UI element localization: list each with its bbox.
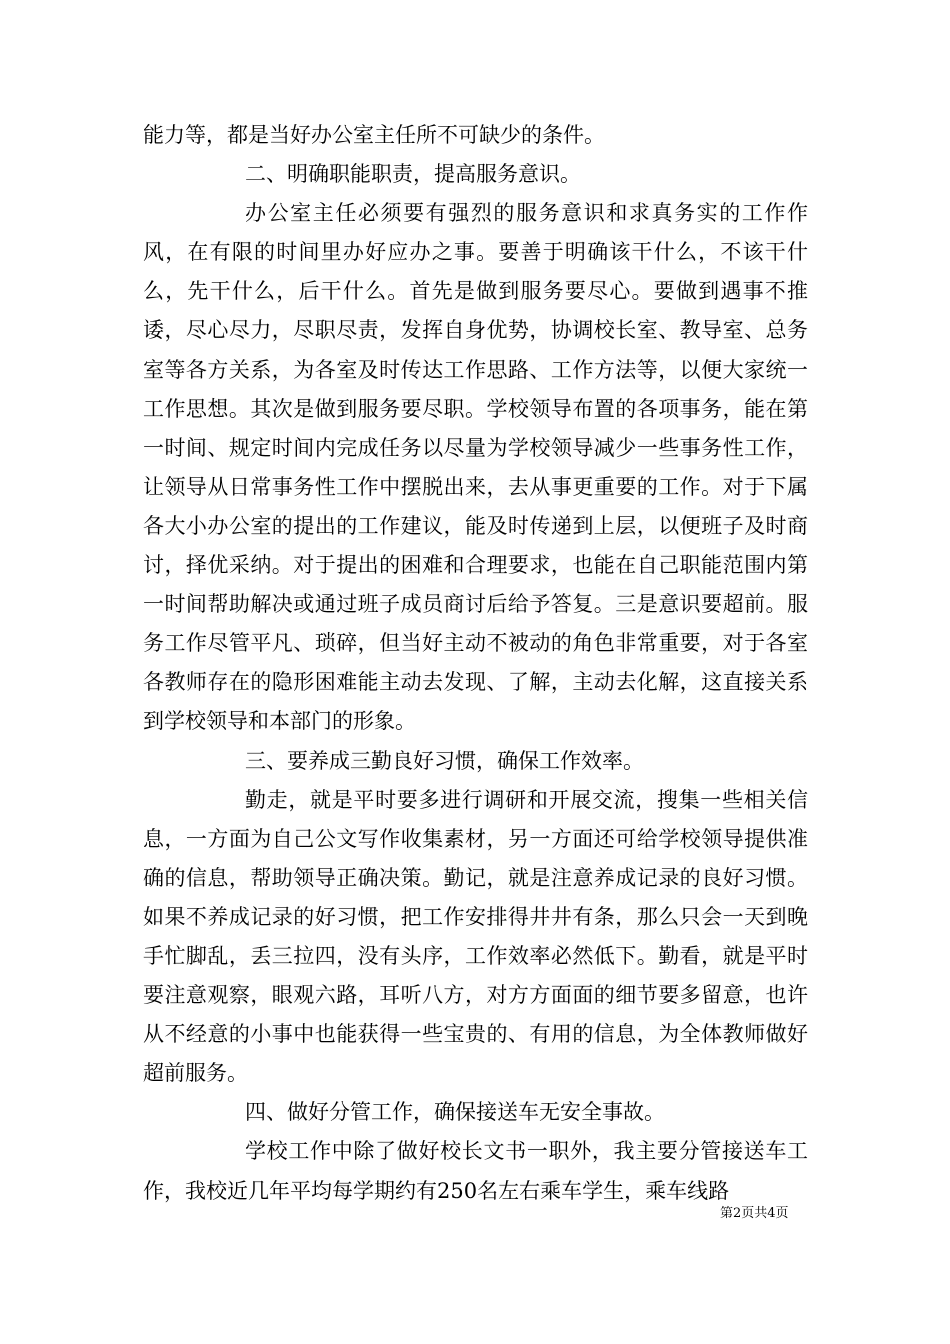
section-heading-3: 三、要养成三勤良好习惯，确保工作效率。 xyxy=(245,748,644,773)
paragraph-shuttle-bus: 学校工作中除了做好校长文书一职外，我主要分管接送车工作，我校近几年平均每学期约有250名左右乘车学生，乘车线路 xyxy=(143,1139,808,1203)
paragraph-three-habits: 勤走，就是平时要多进行调研和开展交流，搜集一些相关信息，一方面为自己公文写作收集素材，另一方面还可给学校领导提供准确的信息，帮助领导正确决策。勤记，就是注意养成记录的良好习惯。如果不养成记录的好习惯，把工作安排得井井有条，那么只会一天到晚手忙脚乱，丢三拉四，没有头序，工作效率必然低下。勤看，就是平时要注意观察，眼观六路，耳听八方，对方方面面的细节要多留意，也许从不经意的小事中也能获得一些宝贵的、有用的信息，为全体教师做好超前服务。 xyxy=(143,787,808,1086)
section-heading-4: 四、做好分管工作，确保接送车无安全事故。 xyxy=(245,1100,665,1125)
paragraph-service-awareness: 办公室主任必须要有强烈的服务意识和求真务实的工作作风，在有限的时间里办好应办之事。要善于明确该干什么，不该干什么，先干什么，后干什么。首先是做到服务要尽心。要做到遇事不推诿，尽心尽力，尽职尽责，发挥自身优势，协调校长室、教导室、总务室等各方关系，为各室及时传达工作思路、工作方法等，以便大家统一工作思想。其次是做到服务要尽职。学校领导布置的各项事务，能在第一时间、规定时间内完成任务以尽量为学校领导减少一些事务性工作，让领导从日常事务性工作中摆脱出来，去从事更重要的工作。对于下属各大小办公室的提出的工作建议，能及时传递到上层，以便班子及时商讨，择优采纳。对于提出的困难和合理要求，也能在自己职能范围内第一时间帮助解决或通过班子成员商讨后给予答复。三是意识要超前。服务工作尽管平凡、琐碎，但当好主动不被动的角色非常重要，对于各室各教师存在的隐形困难能主动去发现、了解，主动去化解，这直接关系到学校领导和本部门的形象。 xyxy=(143,201,808,734)
page-footer: 第2页共4页 xyxy=(720,1206,789,1221)
section-heading-2: 二、明确职能职责，提高服务意识。 xyxy=(245,162,581,187)
document-body xyxy=(143,116,808,1211)
paragraph-continuation: 能力等，都是当好办公室主任所不可缺少的条件。 xyxy=(143,123,605,147)
